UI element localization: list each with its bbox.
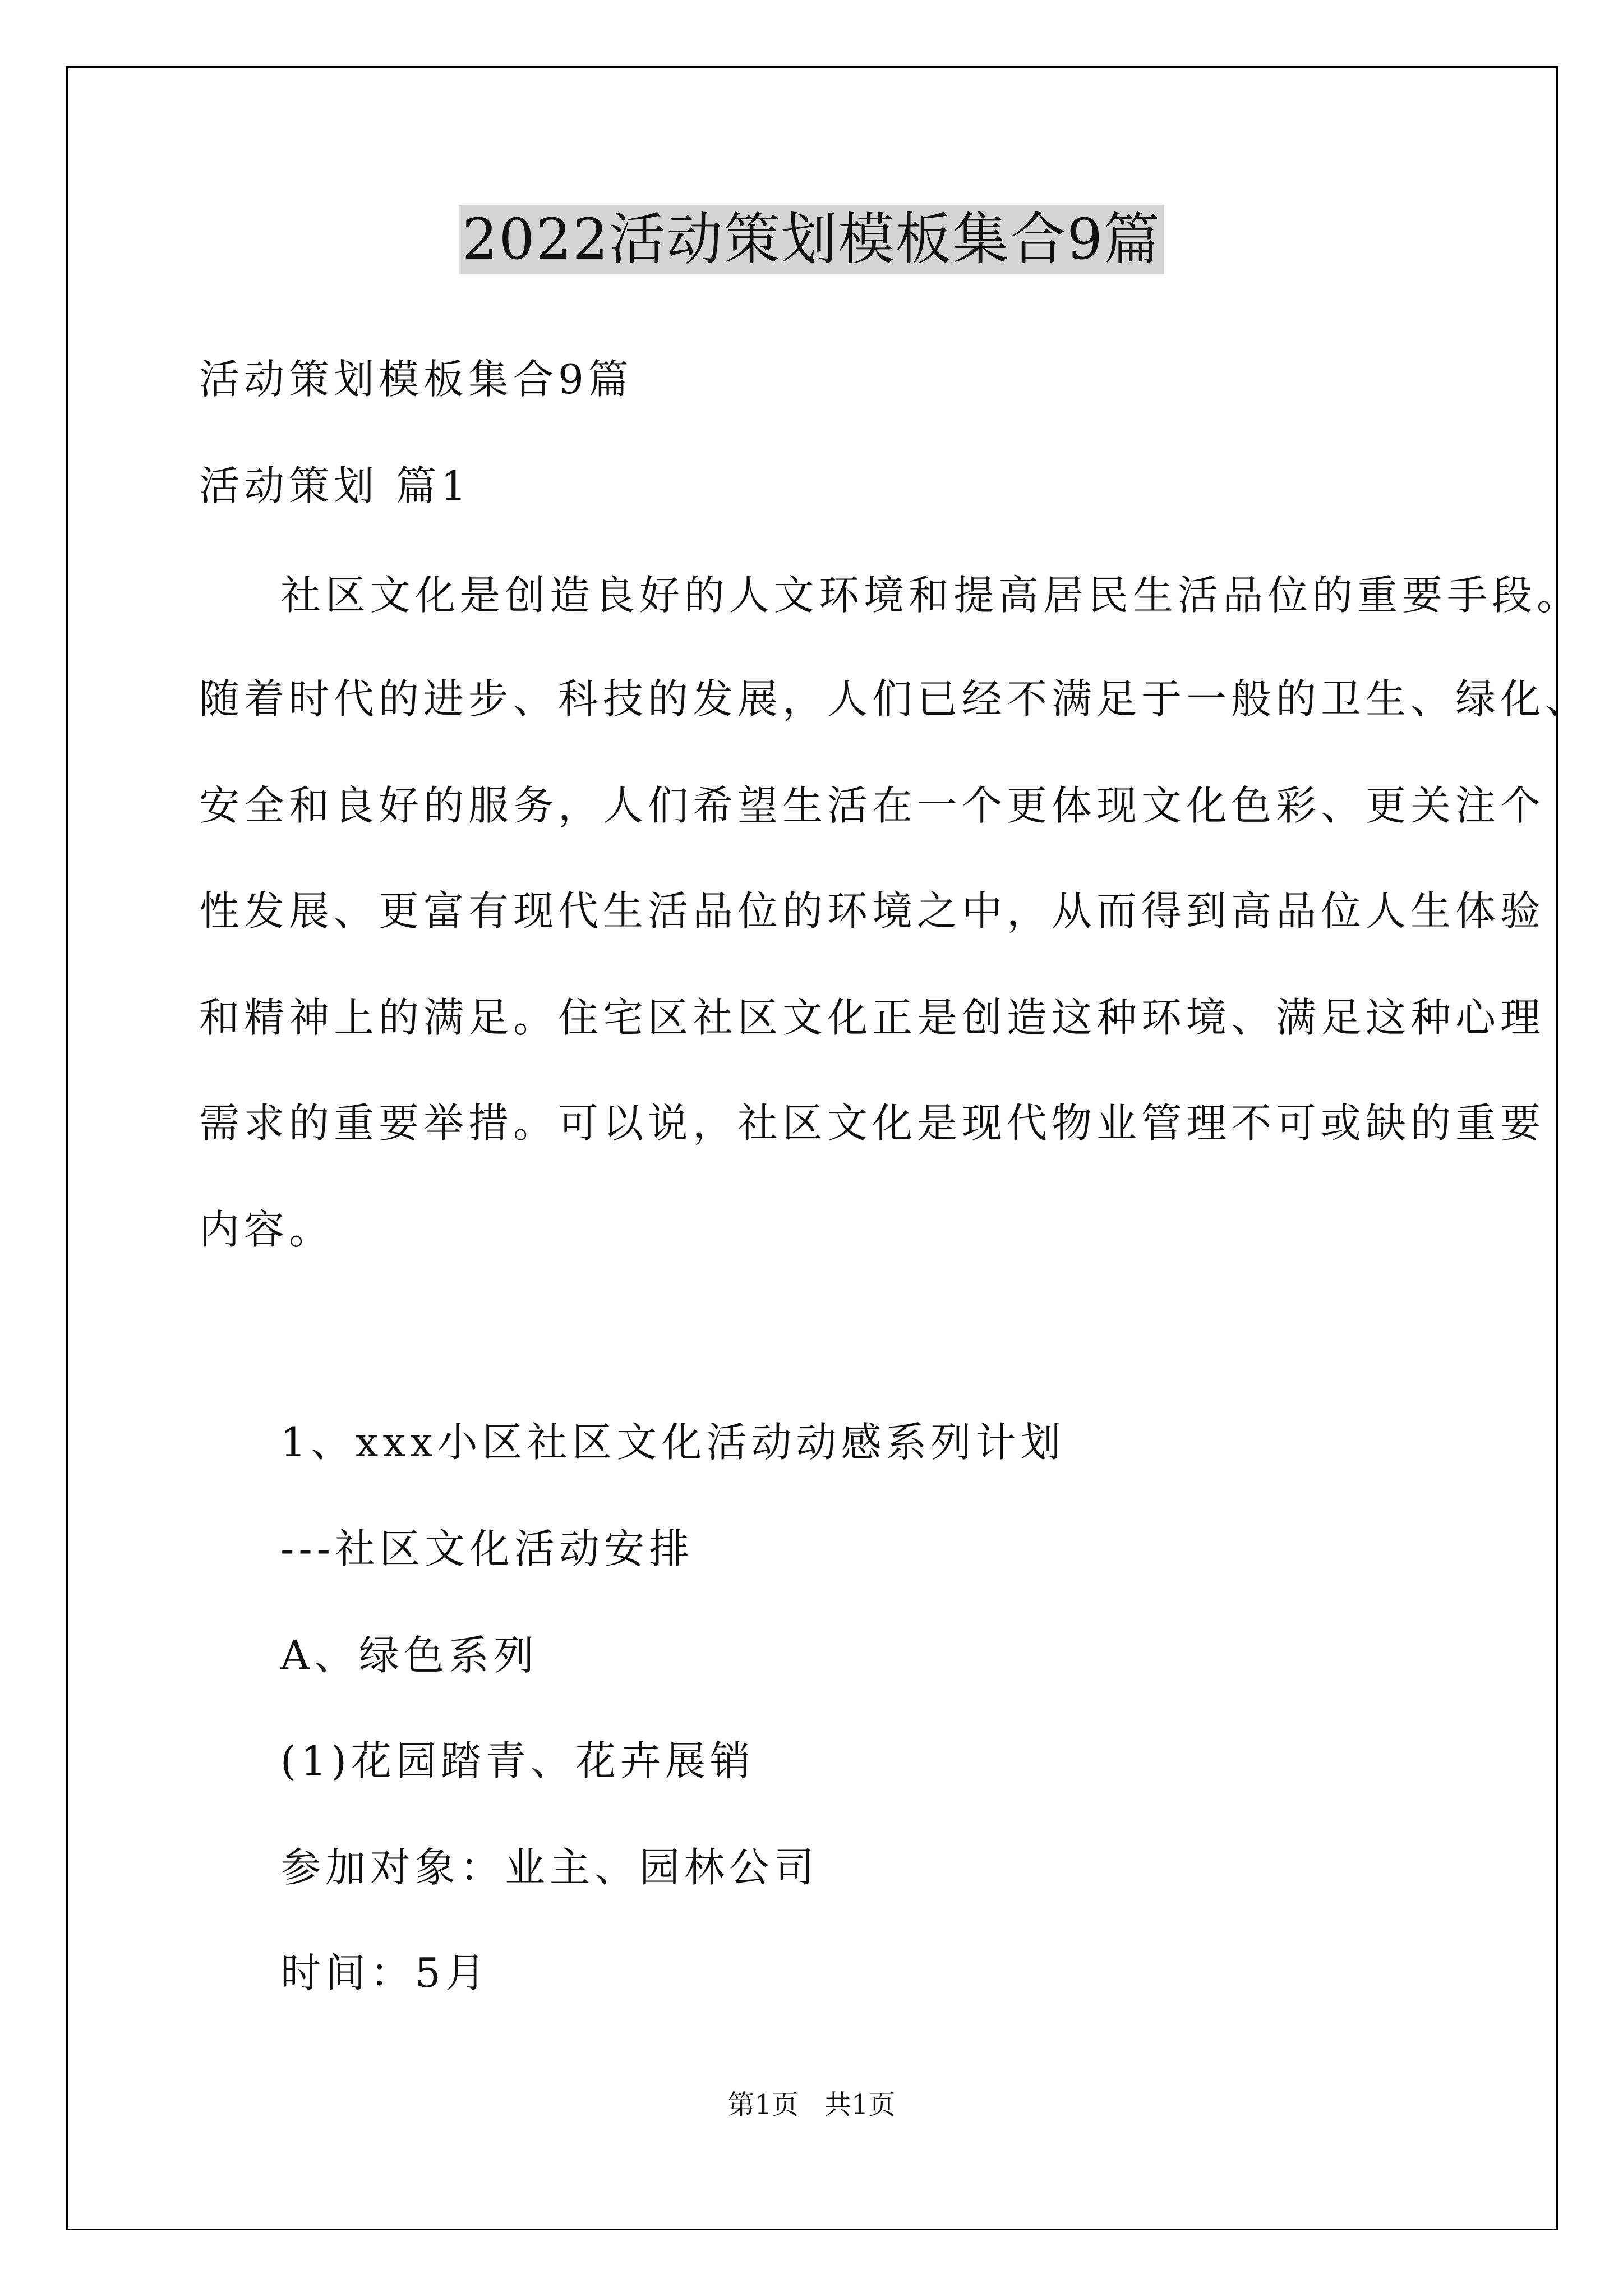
document-title: 2022活动策划模板集合9篇 [459,205,1164,274]
paragraph-line: 需求的重要举措。可以说，社区文化是现代物业管理不可或缺的重要 [199,1099,1546,1147]
list-item: 1、xxx小区社区文化活动动感系列计划 [280,1419,1066,1466]
paragraph-line: 性发展、更富有现代生活品位的环境之中，从而得到高品位人生体验 [199,887,1546,935]
list-item: (1)花园踏青、花卉展销 [280,1737,755,1784]
list-item: 参加对象：业主、园林公司 [280,1844,819,1891]
paragraph-line: 和精神上的满足。住宅区社区文化正是创造这种环境、满足这种心理 [199,994,1546,1041]
list-item: ---社区文化活动安排 [280,1525,694,1572]
document-subtitle: 活动策划模板集合9篇 [199,356,633,403]
list-item: A、绿色系列 [280,1632,538,1679]
document-title-row [0,205,1623,274]
page-footer: 第1页 共1页 [727,2089,896,2120]
paragraph-line: 随着时代的进步、科技的发展，人们已经不满足于一般的卫生、绿化、 [199,675,1590,723]
paragraph-line: 内容。 [199,1206,334,1253]
paragraph-line: 安全和良好的服务，人们希望生活在一个更体现文化色彩、更关注个 [199,782,1546,829]
list-item: 时间：5月 [280,1949,490,1996]
paragraph-line: 社区文化是创造良好的人文环境和提高居民生活品位的重要手段。 [280,572,1582,619]
section-heading: 活动策划 篇1 [199,462,471,509]
